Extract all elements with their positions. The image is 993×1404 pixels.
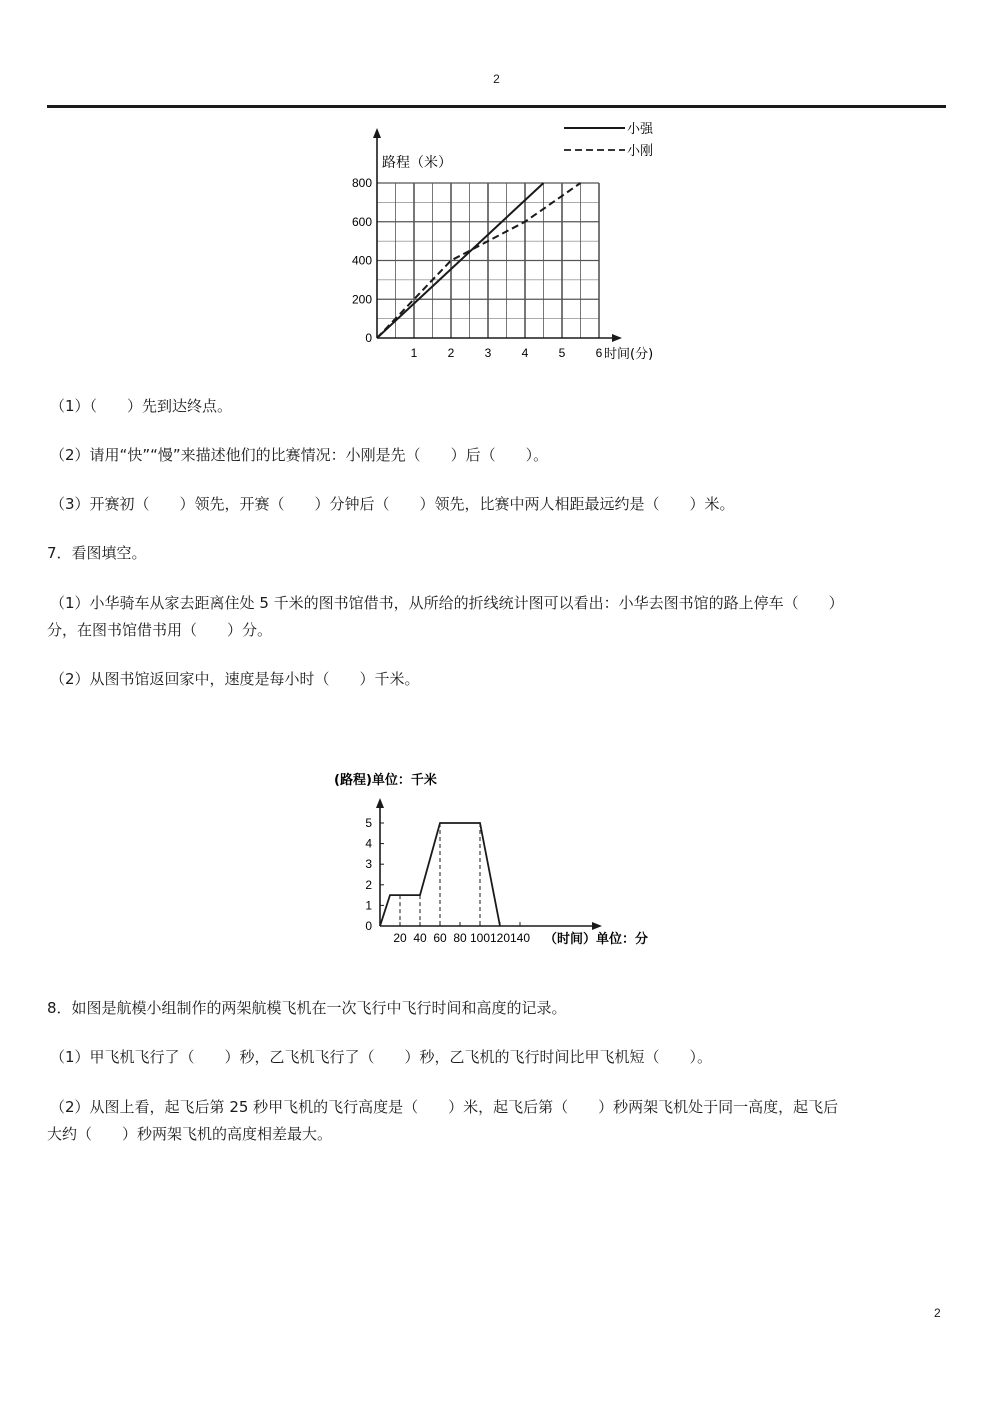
library-trip-chart: [330, 765, 670, 955]
race-chart: [340, 115, 670, 370]
x-tick-label: 1: [410, 346, 418, 360]
x-tick-label: 2: [447, 346, 455, 360]
q6-part2: （2）请用“快”“慢”来描述他们的比赛情况：小刚是先（ ）后（ ）。: [50, 446, 549, 464]
x-tick-label: 120: [489, 931, 511, 945]
q6-part1: （1）（ ）先到达终点。: [50, 397, 233, 415]
q7-part1-line2: 分，在图书馆借书用（ ）分。: [47, 621, 273, 639]
y-tick-label: 200: [351, 292, 372, 307]
trip-chart-x-arrow: [592, 922, 602, 930]
trip-chart-x-label: （时间）单位：分: [544, 932, 649, 947]
y-tick-label: 4: [365, 836, 372, 851]
y-tick-label: 3: [365, 857, 372, 872]
race-chart-y-label: 路程（米）: [382, 155, 452, 171]
x-tick-label: 3: [484, 346, 492, 360]
y-tick-label: 0: [365, 919, 372, 933]
q7-title: 7．看图填空。: [47, 544, 147, 562]
race-chart-y-arrow: [373, 128, 381, 138]
race-chart-x-label: 时间(分): [604, 347, 654, 362]
x-tick-label: 20: [393, 931, 407, 945]
page-number-bottom: 2: [934, 1306, 941, 1320]
q7-part1-line1: （1）小华骑车从家去距离住处 5 千米的图书馆借书，从所给的折线统计图可以看出：小华去图书馆的路上停车（ ）: [50, 594, 844, 612]
y-tick-label: 400: [351, 253, 372, 268]
x-tick-label: 6: [595, 346, 603, 360]
q8-part2-line2: 大约（ ）秒两架飞机的高度相差最大。: [47, 1125, 333, 1143]
trip-chart-y-arrow: [376, 798, 384, 808]
y-tick-label: 600: [351, 214, 372, 229]
page-number-top: 2: [493, 72, 500, 86]
legend-label-xiaoqiang: 小强: [627, 122, 654, 137]
trip-chart-y-label: (路程)单位：千米: [334, 773, 437, 788]
x-tick-label: 60: [433, 931, 447, 945]
x-tick-label: 80: [453, 931, 467, 945]
q8-part1: （1）甲飞机飞行了（ ）秒，乙飞机飞行了（ ）秒，乙飞机的飞行时间比甲飞机短（ ）。: [50, 1048, 713, 1066]
x-tick-label: 5: [558, 346, 566, 360]
y-tick-label: 2: [365, 877, 372, 892]
q6-part3: （3）开赛初（ ）领先，开赛（ ）分钟后（ ）领先，比赛中两人相距最远约是（ ）米。: [50, 495, 735, 513]
race-chart-x-arrow: [612, 334, 622, 342]
x-tick-label: 40: [413, 931, 427, 945]
x-tick-label: 100: [469, 931, 491, 945]
y-tick-label: 800: [351, 176, 372, 190]
q8-title: 8．如图是航模小组制作的两架航模飞机在一次飞行中飞行时间和高度的记录。: [47, 999, 567, 1017]
x-tick-label: 4: [521, 346, 529, 360]
y-tick-label: 0: [365, 331, 372, 345]
legend-label-xiaogang: 小刚: [627, 144, 654, 159]
y-tick-label: 1: [365, 898, 372, 913]
y-tick-label: 5: [365, 816, 372, 830]
q7-part2: （2）从图书馆返回家中，速度是每小时（ ）千米。: [50, 670, 420, 688]
x-tick-label: 140: [509, 931, 531, 945]
q8-part2-line1: （2）从图上看，起飞后第 25 秒甲飞机的飞行高度是（ ）米，起飞后第（ ）秒两架飞机处于同一高度，起飞后: [50, 1098, 839, 1116]
header-rule: [47, 105, 946, 108]
